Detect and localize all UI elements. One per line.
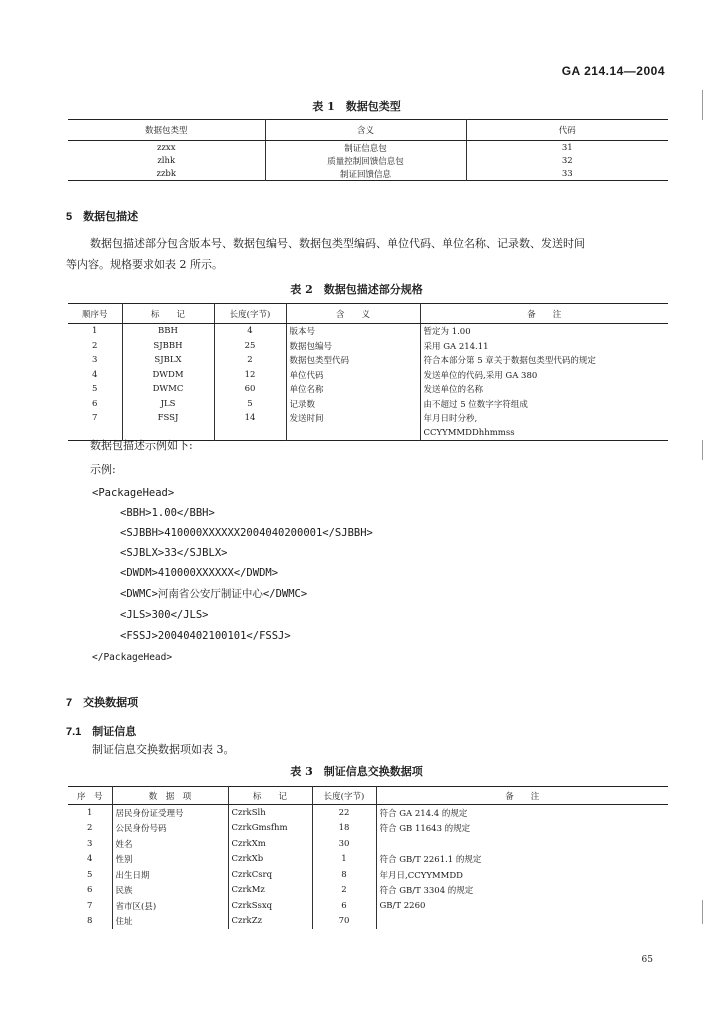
table-cell: zlhk [157,155,176,166]
table-cell: CCYYMMDDhhmmss [420,426,668,441]
section7-1-paragraph: 制证信息交换数据项如表 3。 [92,743,235,756]
example-code-line: <FSSJ>20040402100101</FSSJ> [120,630,291,642]
table-cell: 5 [92,384,98,395]
table-cell: 70 [312,914,376,930]
table-cell: 记录数 [286,397,420,412]
table-cell: 单位代码 [286,368,420,383]
table-cell: 8 [87,916,93,927]
table3-header-tag: 标 记 [228,787,312,805]
table-row [68,154,668,167]
table-cell [376,914,668,930]
table-cell: 31 [466,141,668,155]
table-cell: BBH [122,324,214,339]
table-cell: 发送单位的名称 [420,382,668,397]
page-number: 65 [641,955,653,965]
table2-header-meaning: 含 义 [286,304,420,324]
table-cell: 姓名 [112,836,228,852]
table-cell [376,836,668,852]
table-cell: 7 [87,900,93,911]
table-cell: zzbk [156,168,177,179]
table-cell: 居民身份证受理号 [112,805,228,821]
table3-header-seq: 序 号 [68,787,112,805]
table-cell: 符合 GB 11643 的规定 [376,821,668,837]
table-cell: 发送时间 [286,411,420,426]
table-row [68,339,668,354]
table-row [68,368,668,383]
section7-heading: 7 交换数据项 [66,697,139,709]
example-code-line: <JLS>300</JLS> [120,609,209,621]
table-row [68,324,668,339]
table-cell: 住址 [112,914,228,930]
table-cell: 8 [312,867,376,883]
table1 [68,119,668,181]
example-intro: 数据包描述示例如下: [90,439,193,452]
table-cell: 性别 [112,852,228,868]
table-cell: 1 [312,852,376,868]
table-cell: 6 [312,898,376,914]
table-cell: 制证信息包 [265,141,466,155]
table-row [68,883,668,899]
section5-paragraph-line1: 数据包描述部分包含版本号、数据包编号、数据包类型编码、单位代码、单位名称、记录数、发送时间 [90,237,585,250]
table-cell: 单位名称 [286,382,420,397]
table-cell: 4 [92,369,98,380]
scan-edge-mark [702,440,703,460]
table-cell: 4 [87,854,93,865]
table-row [68,411,668,426]
table-cell: SJBLX [122,353,214,368]
table-cell: 制证回馈信息 [265,167,466,181]
table-cell: 6 [92,398,98,409]
table3 [68,786,668,929]
table2-header-remark: 备 注 [420,304,668,324]
table-cell: 3 [92,355,98,366]
scan-edge-mark [702,90,703,120]
section7-1-heading: 7.1 制证信息 [66,726,137,738]
table1-header-code: 代码 [466,120,668,141]
table-cell: JLS [122,397,214,412]
table1-header-type: 数据包类型 [68,120,265,141]
table-cell: 1 [92,326,98,337]
table-cell: 4 [214,324,286,339]
table-cell: CzrkSlh [228,805,312,821]
table-cell: 3 [87,838,93,849]
table-cell: CzrkXm [228,836,312,852]
table-cell: 2 [312,883,376,899]
table-cell: 5 [87,869,93,880]
example-code-line: <PackageHead> [92,487,175,499]
table-cell: 采用 GA 214.11 [420,339,668,354]
table-cell: 符合 GB/T 3304 的规定 [376,883,668,899]
table-cell: 符合 GA 214.4 的规定 [376,805,668,821]
table-cell: 12 [214,368,286,383]
table-cell: CzrkMz [228,883,312,899]
table-cell: 发送单位的代码,采用 GA 380 [420,368,668,383]
table-cell: 30 [312,836,376,852]
table-cell: 5 [214,397,286,412]
table-cell: 数据包编号 [286,339,420,354]
table-cell: 18 [312,821,376,837]
example-code-line: <SJBBH>410000XXXXXX2004040200001</SJBBH> [120,527,373,539]
example-code-line: </PackageHead> [92,652,173,663]
table-cell: 33 [466,167,668,181]
table-cell: 2 [87,823,93,834]
table-cell [214,426,286,441]
section5-heading: 5 数据包描述 [66,211,139,223]
table-row [68,914,668,930]
table-cell: 省市区(县) [112,898,228,914]
table2-header-tag: 标 记 [122,304,214,324]
table-row [68,836,668,852]
example-code-line: <SJBLX>33</SJBLX> [120,547,228,559]
table-cell: 数据包类型代码 [286,353,420,368]
table-row [68,353,668,368]
table-cell: 版本号 [286,324,420,339]
table-row [68,141,668,155]
example-code-line: <DWDM>410000XXXXXX</DWDM> [120,567,279,579]
table-cell: 1 [87,807,93,818]
table-row [68,397,668,412]
table-cell: 民族 [112,883,228,899]
table-row [68,821,668,837]
table-cell: 年月日,CCYYMMDD [376,867,668,883]
table-cell: 符合 GB/T 2261.1 的规定 [376,852,668,868]
table3-header-item: 数 据 项 [112,787,228,805]
table-cell: DWDM [122,368,214,383]
table-cell: 32 [466,154,668,167]
table-row [68,805,668,821]
example-code-line: <BBH>1.00</BBH> [120,507,215,519]
table-cell: 7 [92,413,98,424]
table-cell: CzrkXb [228,852,312,868]
table-cell: 质量控制回馈信息包 [265,154,466,167]
example-label: 示例: [90,463,116,476]
table-cell: 2 [92,340,98,351]
table-cell [286,426,420,441]
table3-header-length: 长度(字节) [312,787,376,805]
table-cell: 2 [214,353,286,368]
table-cell: 暂定为 1.00 [420,324,668,339]
table-cell: 由不超过 5 位数字字符组成 [420,397,668,412]
table-row [68,898,668,914]
table-cell: 25 [214,339,286,354]
table2-header-seq: 顺序号 [68,304,122,324]
table-cell: GB/T 2260 [376,898,668,914]
example-code-line: <DWMC>河南省公安厅制证中心</DWMC> [120,588,308,600]
scan-edge-mark [702,900,703,924]
table-cell: FSSJ [122,411,214,426]
document-number: GA 214.14—2004 [561,64,665,78]
table-cell: zzxx [156,142,176,153]
table3-header-remark: 备 注 [376,787,668,805]
table3-caption: 表 3 制证信息交换数据项 [290,765,423,778]
section5-paragraph-line2: 等内容。规格要求如表 2 所示。 [66,258,223,271]
table-cell: 6 [87,885,93,896]
table-cell: CzrkZz [228,914,312,930]
table-row [68,867,668,883]
table-cell: 22 [312,805,376,821]
table2 [68,303,668,441]
table-cell: 60 [214,382,286,397]
table-cell: DWMC [122,382,214,397]
table1-caption: 表 1 数据包类型 [312,100,401,113]
table2-caption: 表 2 数据包描述部分规格 [290,283,423,296]
table-row [68,852,668,868]
table-cell: 公民身份号码 [112,821,228,837]
table-row [68,167,668,181]
table-cell: 出生日期 [112,867,228,883]
table-cell: 符合本部分第 5 章关于数据包类型代码的规定 [420,353,668,368]
table-cell: CzrkGmsfhm [228,821,312,837]
table1-header-meaning: 含义 [265,120,466,141]
table2-header-length: 长度(字节) [214,304,286,324]
table-cell: SJBBH [122,339,214,354]
table-cell: 年月日时分秒, [420,411,668,426]
table-cell: 14 [214,411,286,426]
table-cell: CzrkSsxq [228,898,312,914]
table-cell: CzrkCsrq [228,867,312,883]
table-row [68,382,668,397]
